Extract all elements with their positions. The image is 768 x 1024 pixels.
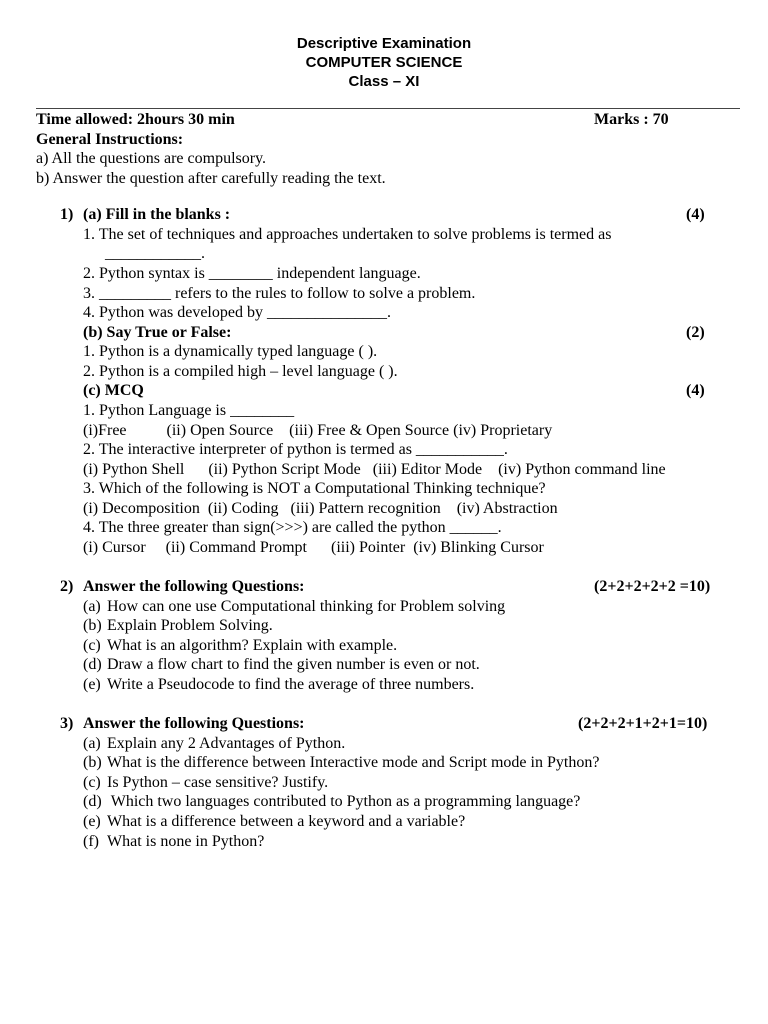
q3-item-label: (e) (83, 813, 101, 830)
q2-item-label: (d) (83, 656, 102, 673)
q2-item-label: (e) (83, 676, 101, 693)
q3-item: Explain any 2 Advantages of Python. (107, 735, 346, 752)
q1c-marks: (4) (686, 382, 705, 399)
q3-item: What is a difference between a keyword and a variable? (107, 813, 466, 830)
question-number: 1) (60, 206, 74, 223)
q1c-options: (i) Cursor (ii) Command Prompt (iii) Pointer (iv) Blinking Cursor (83, 539, 544, 556)
q3-item: What is none in Python? (107, 833, 265, 850)
q2-item-label: (c) (83, 637, 101, 654)
q2-item-label: (a) (83, 598, 101, 615)
class-title: Class – XI (348, 73, 420, 90)
q2-item-label: (b) (83, 617, 102, 634)
q2-item: How can one use Computational thinking for Problem solving (107, 598, 506, 615)
q1c-options: (i) Python Shell (ii) Python Script Mode (iii) Editor Mode (iv) Python command line (83, 461, 666, 478)
q3-item-label: (f) (83, 833, 99, 850)
q2-item: What is an algorithm? Explain with example. (107, 637, 398, 654)
subject-title: COMPUTER SCIENCE (305, 54, 463, 71)
q1c-item: 4. The three greater than sign(>>>) are called the python ______. (83, 519, 502, 536)
exam-title: Descriptive Examination (296, 35, 472, 52)
q3-item-label: (c) (83, 774, 101, 791)
q3-item-label: (b) (83, 754, 102, 771)
q1b-marks: (2) (686, 324, 705, 341)
q1c-heading: (c) MCQ (83, 382, 144, 399)
q3-item-label: (a) (83, 735, 101, 752)
q1a-item: 2. Python syntax is ________ independent language. (83, 265, 421, 282)
q1a-item: 4. Python was developed by _______________. (83, 304, 391, 321)
instructions-heading: General Instructions: (36, 131, 184, 148)
q3-marks: (2+2+2+1+2+1=10) (578, 715, 708, 732)
q1b-heading: (b) Say True or False: (83, 324, 232, 341)
q1c-item: 2. The interactive interpreter of python is termed as ___________. (83, 441, 508, 458)
q1b-item: 1. Python is a dynamically typed language ( ). (83, 343, 378, 360)
q1a-heading: (a) Fill in the blanks : (83, 206, 231, 223)
q3-heading: Answer the following Questions: (83, 715, 305, 732)
q2-marks: (2+2+2+2+2 =10) (594, 578, 711, 595)
time-allowed: Time allowed: 2hours 30 min (36, 111, 235, 128)
q1a-item: 1. The set of techniques and approaches undertaken to solve problems is termed as (83, 226, 612, 243)
q2-item: Explain Problem Solving. (107, 617, 273, 634)
header-divider (36, 108, 740, 109)
q2-item: Draw a flow chart to find the given number is even or not. (107, 656, 480, 673)
q1c-options: (i) Decomposition (ii) Coding (iii) Pattern recognition (iv) Abstraction (83, 500, 558, 517)
q1a-marks: (4) (686, 206, 705, 223)
q1c-item: 3. Which of the following is NOT a Computational Thinking technique? (83, 480, 546, 497)
q1b-item: 2. Python is a compiled high – level language ( ). (83, 363, 398, 380)
q2-heading: Answer the following Questions: (83, 578, 305, 595)
q1c-item: 1. Python Language is ________ (83, 402, 295, 419)
q3-item: What is the difference between Interactive mode and Script mode in Python? (107, 754, 600, 771)
total-marks: Marks : 70 (594, 111, 669, 128)
question-number: 2) (60, 578, 74, 595)
q3-item: Is Python – case sensitive? Justify. (107, 774, 329, 791)
q1c-options: (i)Free (ii) Open Source (iii) Free & Open Source (iv) Proprietary (83, 422, 553, 439)
q1a-item-continued: ____________. (105, 245, 205, 262)
instruction-item: a) All the questions are compulsory. (36, 150, 267, 167)
question-number: 3) (60, 715, 74, 732)
q3-item-label: (d) (83, 793, 102, 810)
q3-item: Which two languages contributed to Python as a programming language? (107, 793, 581, 810)
q2-item: Write a Pseudocode to find the average of three numbers. (107, 676, 475, 693)
instruction-item: b) Answer the question after carefully reading the text. (36, 170, 386, 187)
q1a-item: 3. _________ refers to the rules to follow to solve a problem. (83, 285, 476, 302)
